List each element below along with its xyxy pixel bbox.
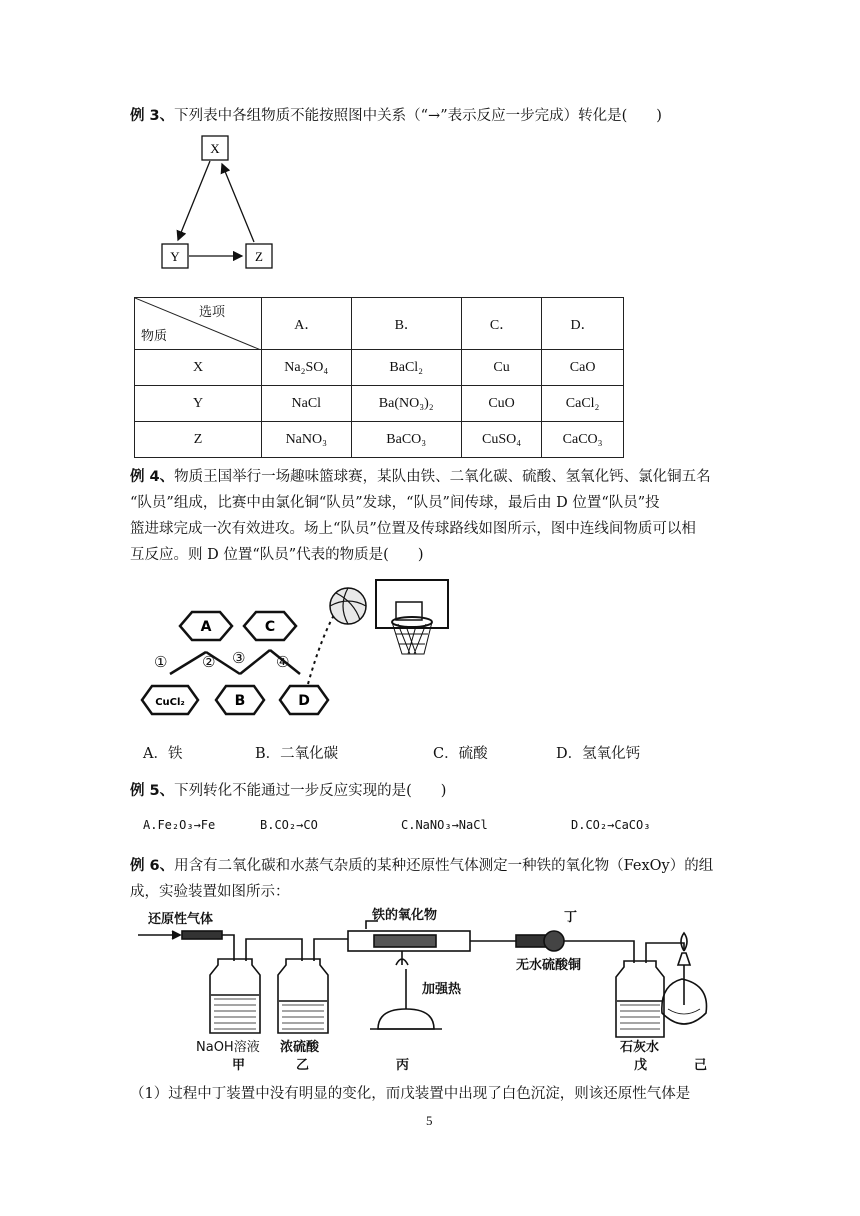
basketball-icon xyxy=(330,588,366,624)
table-cell: CaCO₃ xyxy=(542,422,624,458)
table-cell: CaO xyxy=(542,350,624,386)
alcohol-burner xyxy=(378,1009,434,1029)
row-label: Y xyxy=(135,386,262,422)
example-6-text-line-2: 成，实验装置如图所示： xyxy=(130,884,290,900)
label-ding: 丁 xyxy=(564,910,578,925)
label-naoh-solution: NaOH溶液 xyxy=(196,1040,260,1055)
step-4-marker: ④ xyxy=(276,653,290,671)
arrow-z-to-x xyxy=(222,164,254,242)
experiment-apparatus-diagram xyxy=(134,905,734,1075)
step-1-marker: ① xyxy=(154,653,168,671)
label-reducing-gas: 还原性气体 xyxy=(148,912,214,927)
table-cell: BaCl₂ xyxy=(351,350,461,386)
header-substance-label: 物质 xyxy=(141,329,168,344)
table-cell: NaCl xyxy=(262,386,352,422)
example-3-text: 下列表中各组物质不能按照图中关系（“→”表示反应一步完成）转化是( ) xyxy=(174,108,662,124)
label-jia: 甲 xyxy=(232,1058,246,1073)
option-header-d: D． xyxy=(542,298,624,350)
row-label: X xyxy=(135,350,262,386)
table-cell: CuSO₄ xyxy=(461,422,541,458)
header-options-label: 选项 xyxy=(199,305,226,320)
label-wu: 戊 xyxy=(634,1058,648,1073)
table-row-y xyxy=(135,386,624,422)
cuso4-tube-ding xyxy=(544,931,564,951)
node-b-label: B xyxy=(234,693,246,709)
table-row-x xyxy=(135,350,624,386)
table-cell: Cu xyxy=(461,350,541,386)
option-d: D．氢氧化钙 xyxy=(556,746,641,762)
label-ji: 己 xyxy=(694,1058,708,1073)
label-conc-h2so4: 浓硫酸 xyxy=(280,1040,320,1055)
example-4-question xyxy=(130,464,740,568)
transformation-triangle-diagram xyxy=(150,130,290,275)
table-cell: NaNO₃ xyxy=(262,422,352,458)
example-4-text-line-4: 互反应。则 D 位置“队员”代表的物质是( ) xyxy=(130,547,424,563)
example-4-text-line-2: “队员”组成，比赛中由氯化铜“队员”发球，“队员”间传球，最后由 D 位置“队员”投 xyxy=(130,495,660,511)
example-5-options xyxy=(143,818,650,832)
node-c-label: C xyxy=(264,619,276,635)
example-5-question xyxy=(130,778,446,804)
node-x: X xyxy=(210,141,220,156)
option-header-c: C． xyxy=(461,298,541,350)
node-y: Y xyxy=(170,249,180,264)
node-z: Z xyxy=(255,249,263,264)
basketball-hoop-icon xyxy=(376,580,448,654)
step-3-marker: ③ xyxy=(232,649,246,667)
example-4-label: 例 4、 xyxy=(130,469,175,485)
example-6-question-1: （1）过程中丁装置中没有明显的变化，而戊装置中出现了白色沉淀，则该还原性气体是 xyxy=(130,1086,691,1102)
option-a: A.Fe₂O₃→Fe xyxy=(143,818,216,832)
node-a-label: A xyxy=(200,619,212,635)
example-4-options xyxy=(143,741,640,767)
bottle-jia xyxy=(210,959,260,1033)
table-cell: BaCO₃ xyxy=(351,422,461,458)
table-cell: CaCl₂ xyxy=(542,386,624,422)
example-4-text-line-1: 物质王国举行一场趣味篮球赛，某队由铁、二氧化碳、硫酸、氢氧化钙、氯化铜五名 xyxy=(174,469,711,485)
label-iron-oxide: 铁的氧化物 xyxy=(372,908,438,923)
options-table xyxy=(134,297,624,458)
option-header-a: A． xyxy=(262,298,352,350)
option-b: B.CO₂→CO xyxy=(260,818,318,832)
node-cucl2-label: CuCl₂ xyxy=(155,697,185,708)
table-corner-header xyxy=(135,298,262,350)
bottle-wu xyxy=(616,961,664,1037)
example-3-question xyxy=(130,103,662,129)
example-5-text: 下列转化不能通过一步反应实现的是( ) xyxy=(174,783,447,799)
example-4-text-line-3: 篮进球完成一次有效进攻。场上“队员”位置及传球路线如图所示，图中连线间物质可以相 xyxy=(130,521,696,537)
example-6-text-line-1: 用含有二氧化碳和水蒸气杂质的某种还原性气体测定一种铁的氧化物（FexOy）的组 xyxy=(174,858,714,874)
example-3-label: 例 3、 xyxy=(130,108,175,124)
node-d-label: D xyxy=(298,693,310,709)
label-limewater: 石灰水 xyxy=(620,1040,660,1055)
example-6-label: 例 6、 xyxy=(130,858,175,874)
label-yi: 乙 xyxy=(296,1058,310,1073)
row-label: Z xyxy=(135,422,262,458)
option-header-b: B． xyxy=(351,298,461,350)
table-cell: Ba(NO₃)₂ xyxy=(351,386,461,422)
table-cell: CuO xyxy=(461,386,541,422)
table-row-z xyxy=(135,422,624,458)
example-6-question xyxy=(130,853,740,905)
label-bing: 丙 xyxy=(396,1058,410,1073)
basketball-passing-diagram xyxy=(140,574,470,724)
option-b: B．二氧化碳 xyxy=(255,746,339,762)
arrow-x-to-y xyxy=(178,161,210,240)
option-c: C.NaNO₃→NaCl xyxy=(401,818,488,832)
label-anhydrous-cuso4: 无水硫酸铜 xyxy=(516,958,582,973)
table-cell: Na₂SO₄ xyxy=(262,350,352,386)
step-2-marker: ② xyxy=(202,653,216,671)
option-c: C．硫酸 xyxy=(433,746,488,762)
bottle-yi xyxy=(278,959,328,1033)
option-a: A．铁 xyxy=(143,746,183,762)
label-strong-heat: 加强热 xyxy=(422,982,462,997)
example-5-label: 例 5、 xyxy=(130,783,175,799)
option-d: D.CO₂→CaCO₃ xyxy=(571,818,651,832)
page-number: 5 xyxy=(426,1113,433,1128)
